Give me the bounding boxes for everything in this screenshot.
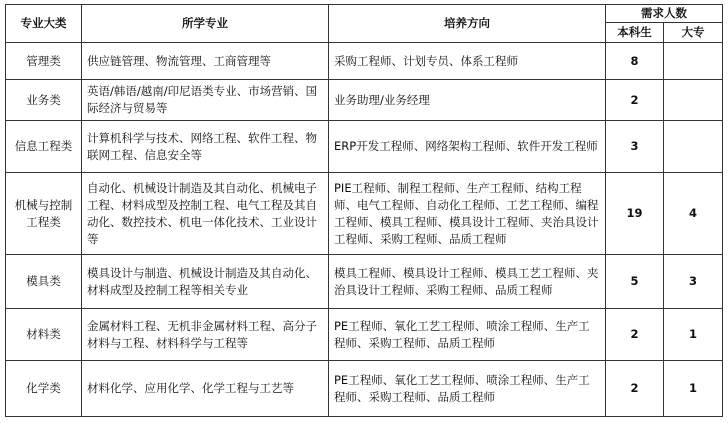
table-row [6,173,723,255]
table-row [6,255,723,309]
category-cell: 材料类 [6,309,82,361]
bachelor-count-cell: 5 [606,255,664,309]
header-demand: 需求人数 [606,5,723,23]
bachelor-count-cell: 3 [606,121,664,173]
recruitment-demand-table [5,4,723,417]
direction-cell: 采购工程师、计划专员、体系工程师 [329,43,606,80]
direction-cell: 业务助理/业务经理 [329,80,606,121]
table-row [6,43,723,80]
college-count-cell [664,80,723,121]
bachelor-count-cell: 8 [606,43,664,80]
header-college: 大专 [664,23,723,43]
table-row [6,121,723,173]
category-cell: 化学类 [6,361,82,417]
direction-cell: 模具工程师、模具设计工程师、模具工艺工程师、夹治具设计工程师、采购工程师、品质工程师 [329,255,606,309]
bachelor-count-cell: 2 [606,309,664,361]
major-cell: 材料化学、应用化学、化学工程与工艺等 [82,361,329,417]
header-direction: 培养方向 [329,5,606,43]
table-row [6,80,723,121]
major-cell: 金属材料工程、无机非金属材料工程、高分子材料与工程、材料科学与工程等 [82,309,329,361]
header-category: 专业大类 [6,5,82,43]
direction-cell: ERP开发工程师、网络架构工程师、软件开发工程师 [329,121,606,173]
major-cell: 模具设计与制造、机械设计制造及其自动化、材料成型及控制工程等相关专业 [82,255,329,309]
direction-cell: PE工程师、氧化工艺工程师、喷涂工程师、生产工程师、采购工程师、品质工程师 [329,361,606,417]
category-cell: 信息工程类 [6,121,82,173]
major-cell: 供应链管理、物流管理、工商管理等 [82,43,329,80]
major-cell: 自动化、机械设计制造及其自动化、机械电子工程、材料成型及控制工程、电气工程及其自动化、数控技术、机电一体化技术、工业设计等 [82,173,329,255]
college-count-cell: 3 [664,255,723,309]
category-cell: 模具类 [6,255,82,309]
category-cell: 业务类 [6,80,82,121]
college-count-cell: 4 [664,173,723,255]
college-count-cell: 1 [664,361,723,417]
direction-cell: PIE工程师、制程工程师、生产工程师、结构工程师、电气工程师、自动化工程师、工艺工程师、编程工程师、模具工程师、模具设计工程师、夹治具设计工程师、采购工程师、品质工程师 [329,173,606,255]
table-row [6,361,723,417]
table-row [6,309,723,361]
college-count-cell [664,43,723,80]
header-row [6,5,723,23]
bachelor-count-cell: 2 [606,361,664,417]
category-cell: 机械与控制工程类 [6,173,82,255]
major-cell: 计算机科学与技术、网络工程、软件工程、物联网工程、信息安全等 [82,121,329,173]
college-count-cell [664,121,723,173]
direction-cell: PE工程师、氧化工艺工程师、喷涂工程师、生产工程师、采购工程师、品质工程师 [329,309,606,361]
bachelor-count-cell: 2 [606,80,664,121]
bachelor-count-cell: 19 [606,173,664,255]
major-cell: 英语/韩语/越南/印尼语类专业、市场营销、国际经济与贸易等 [82,80,329,121]
college-count-cell: 1 [664,309,723,361]
category-cell: 管理类 [6,43,82,80]
header-bachelor: 本科生 [606,23,664,43]
header-major: 所学专业 [82,5,329,43]
